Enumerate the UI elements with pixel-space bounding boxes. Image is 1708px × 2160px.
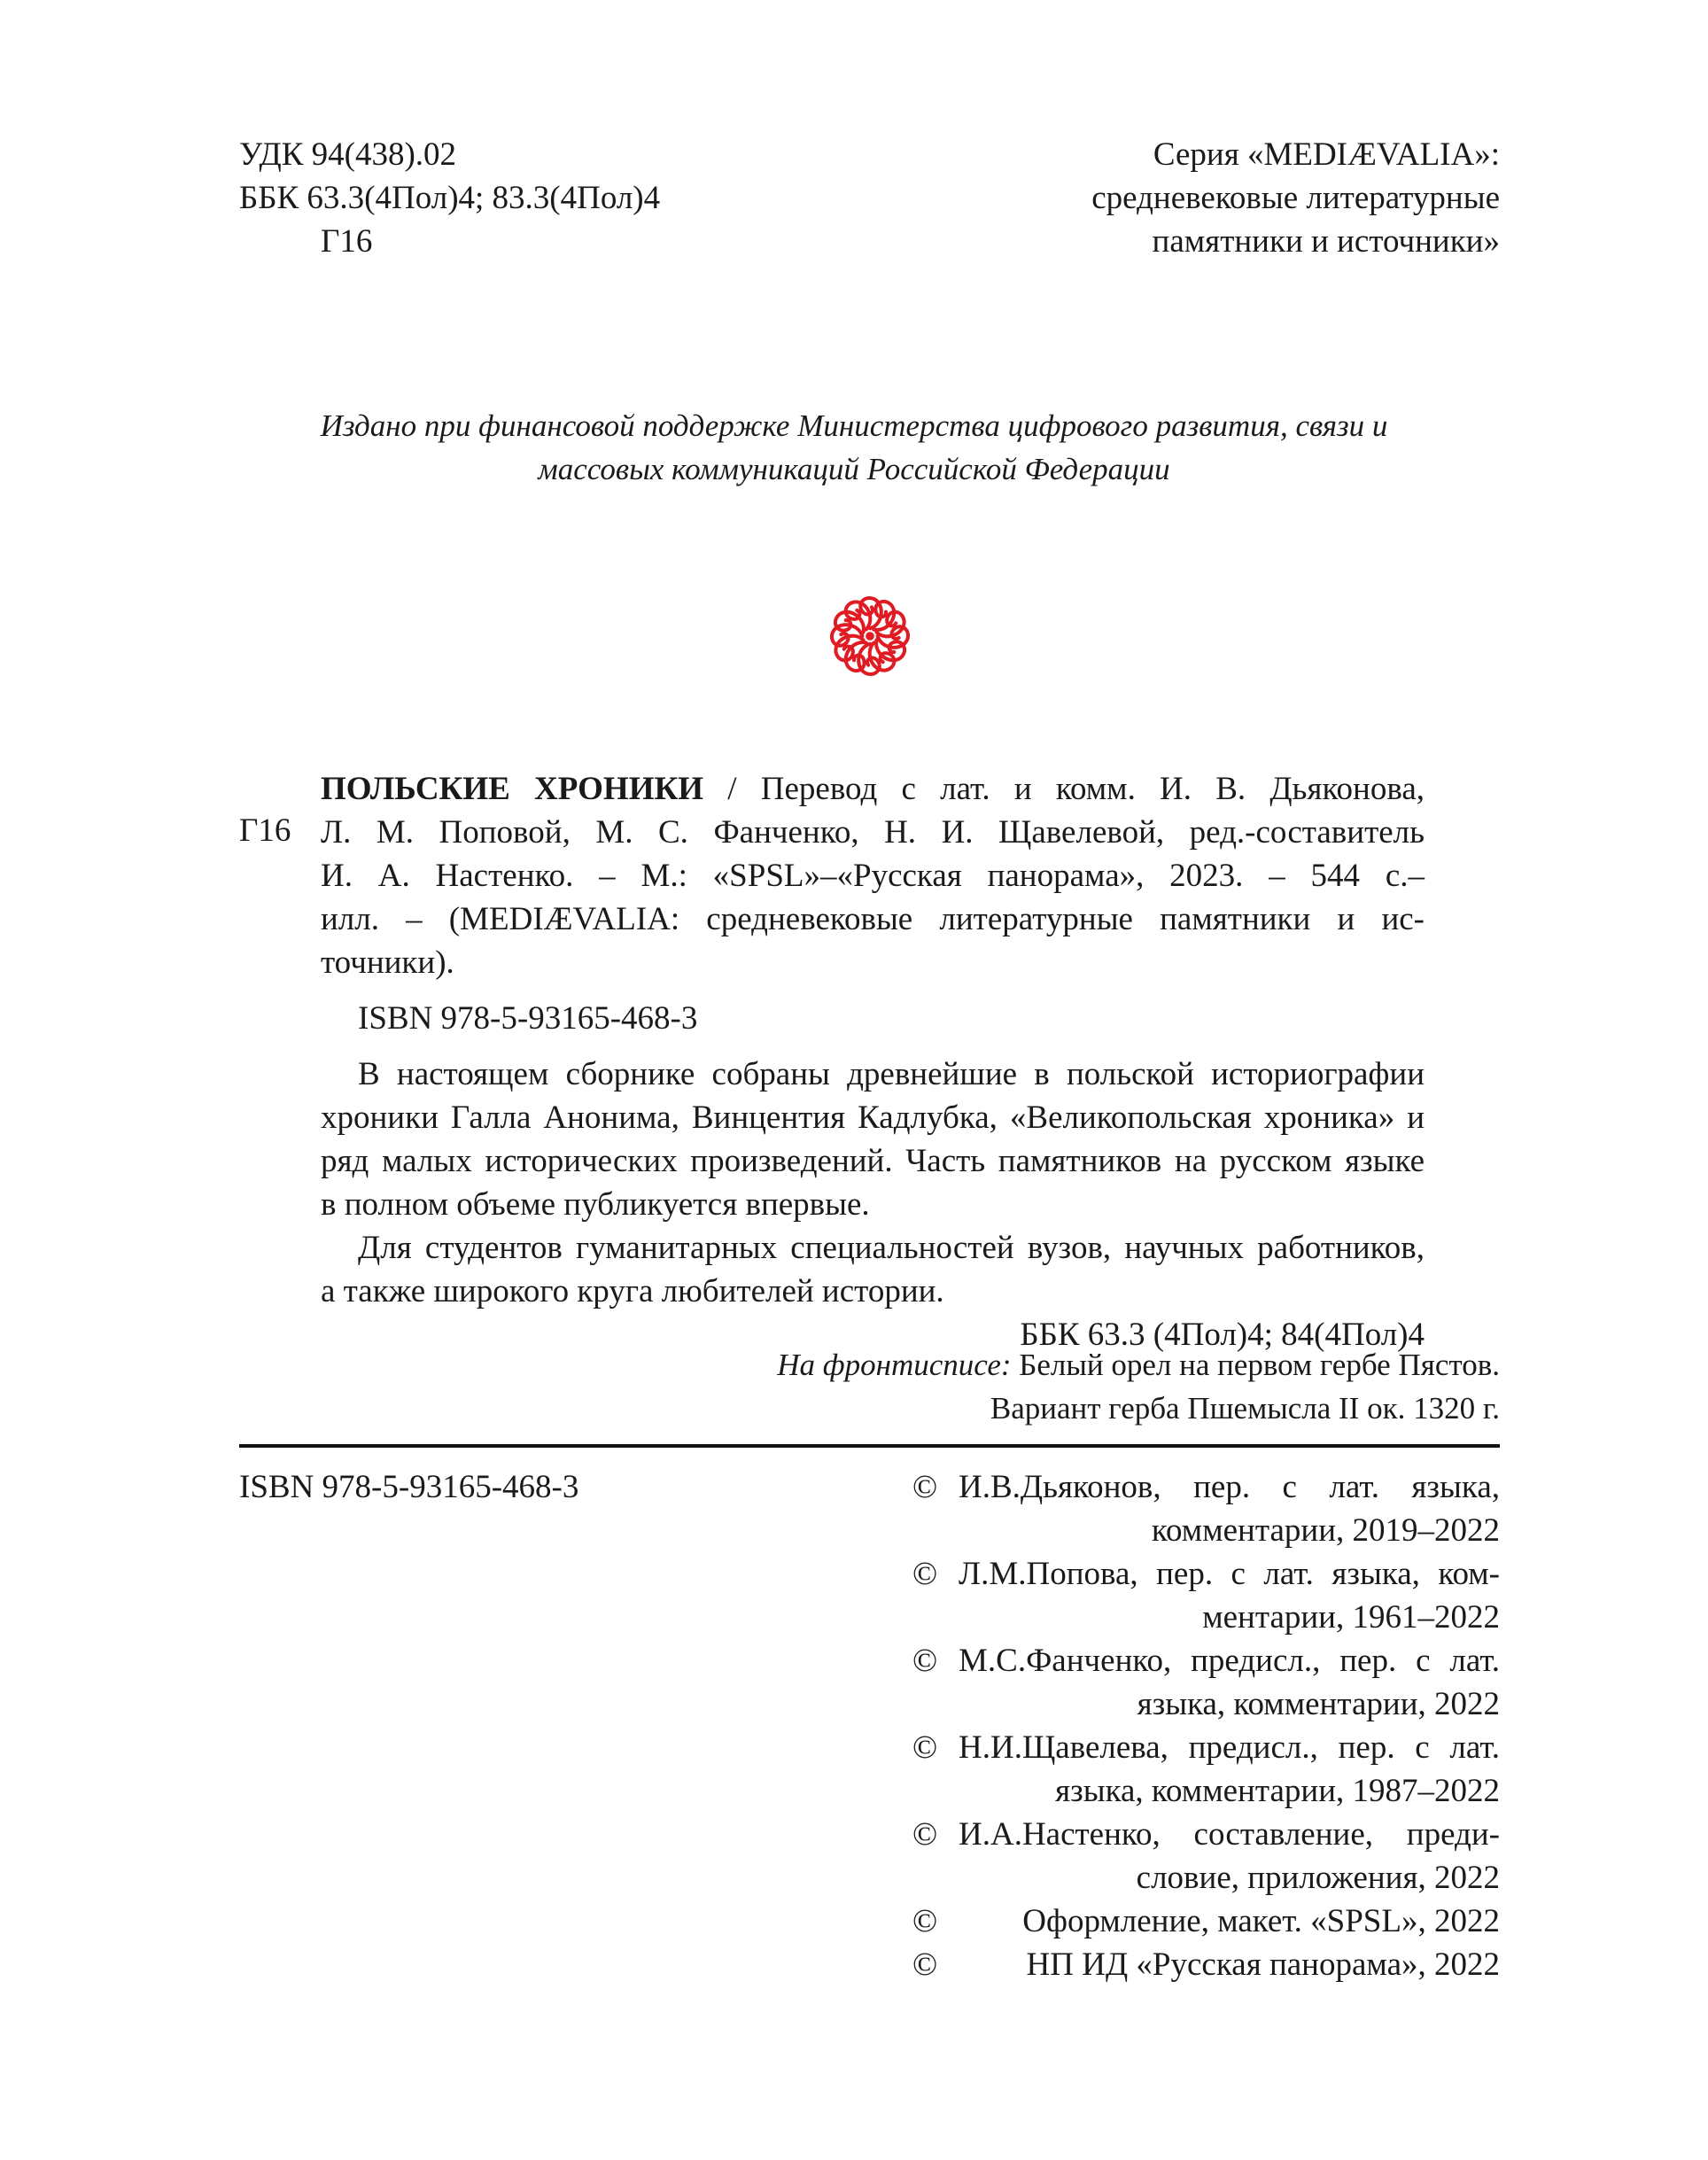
copyright-item (912, 1552, 1500, 1639)
copyright-icon: © (912, 1903, 938, 1939)
copyright-item (912, 1943, 1500, 1986)
audience-line: а также широкого круга любителей истории. (321, 1273, 944, 1309)
series-line: средневековые литературные (1091, 180, 1500, 216)
isbn: ISBN 978-5-93165-468-3 (358, 1000, 698, 1037)
copyright-item (912, 1813, 1500, 1900)
annotation-line: ряд малых исторических произведений. Часть памятников на русском языке (321, 1143, 1425, 1179)
frontispiece-line: Вариант герба Пшемысла II ок. 1320 г. (990, 1391, 1500, 1426)
copyright-item (912, 1639, 1500, 1726)
copyright-line: Оформление, макет. «SPSL», 2022 (1022, 1903, 1500, 1939)
funding-note-line: Издано при финансовой поддержке Министерства цифрового развития, связи и (320, 408, 1388, 443)
catalog-line: точники). (321, 944, 454, 981)
copyright-line: И.В.Дьяконов, пер. с лат. языка, (959, 1469, 1500, 1505)
annotation (321, 1053, 1425, 1313)
isbn-bottom: ISBN 978-5-93165-468-3 (239, 1469, 579, 1505)
series-title (1091, 133, 1500, 263)
classification-codes (239, 133, 660, 263)
audience-line: Для студентов гуманитарных специальностей вузов, научных работников, (358, 1230, 1425, 1266)
frontispiece-line (777, 1343, 1500, 1387)
copyright-line: НП ИД «Русская панорама», 2022 (1026, 1946, 1500, 1983)
copyright-item (912, 1726, 1500, 1813)
copyright-icon: © (912, 1643, 938, 1679)
series-line: Серия «MEDIÆVALIA»: (1153, 136, 1500, 173)
copyright-icon: © (912, 1729, 938, 1766)
copyright-icon: © (912, 1469, 938, 1505)
book-title: ПОЛЬСКИЕ ХРОНИКИ (321, 771, 704, 807)
catalog-line: илл. – (MEDIÆVALIA: средневековые литературные памятники и ис- (321, 901, 1425, 937)
copyright-icon: © (912, 1816, 938, 1853)
copyright-line: языка, комментарии, 1987–2022 (1055, 1773, 1500, 1809)
funding-note (0, 404, 1708, 491)
rosette-ornament-icon (827, 594, 912, 679)
annotation-line: В настоящем сборнике собраны древнейшие в польской историографии (358, 1056, 1425, 1092)
series-line: памятники и источники» (1152, 223, 1500, 260)
copyright-line: И.А.Настенко, составление, преди- (959, 1816, 1500, 1853)
copyright-list (912, 1465, 1500, 1986)
rosette-center (866, 632, 874, 641)
copyright-line: комментарии, 2019–2022 (1151, 1512, 1500, 1549)
copyright-line: ментарии, 1961–2022 (1202, 1599, 1500, 1636)
frontispiece-note (777, 1343, 1500, 1430)
frontispiece-label: На фронтисписе: (777, 1348, 1012, 1382)
copyright-line: языка, комментарии, 2022 (1137, 1686, 1500, 1722)
divider (239, 1444, 1500, 1448)
bbk-index: ББК 63.3 (4Пол)4; 84(4Пол)4 (1020, 1317, 1425, 1353)
bbk-code: ББК 63.3(4Пол)4; 83.3(4Пол)4 (239, 180, 661, 216)
catalog-code: Г16 (239, 812, 291, 849)
copyright-item (912, 1465, 1500, 1552)
annotation-line: в полном объеме публикуется впервые. (321, 1186, 870, 1223)
author-mark: Г16 (321, 223, 373, 260)
copyright-line: словие, приложения, 2022 (1136, 1860, 1500, 1896)
frontispiece-text: Белый орел на первом гербе Пястов. (1011, 1348, 1500, 1382)
annotation-line: хроники Галла Анонима, Винцентия Кадлубка, «Великопольская хроника» и (321, 1099, 1425, 1136)
catalog-line (321, 767, 1425, 811)
copyright-icon: © (912, 1556, 938, 1592)
catalog-text: / Перевод с лат. и комм. И. В. Дьяконова, (703, 771, 1425, 807)
copyright-item (912, 1900, 1500, 1943)
copyright-line: Л.М.Попова, пер. с лат. языка, ком- (959, 1556, 1500, 1592)
catalog-line: И. А. Настенко. – М.: «SPSL»–«Русская панорама», 2023. – 544 с.– (321, 858, 1425, 894)
udk-code: УДК 94(438).02 (239, 136, 457, 173)
catalog-line: Л. М. Поповой, М. С. Фанченко, Н. И. Щавелевой, ред.-составитель (321, 814, 1425, 851)
copyright-line: Н.И.Щавелева, предисл., пер. с лат. (959, 1729, 1500, 1766)
catalog-card (321, 767, 1425, 1356)
copyright-icon: © (912, 1946, 938, 1983)
copyright-line: М.С.Фанченко, предисл., пер. с лат. (959, 1643, 1500, 1679)
funding-note-line: массовых коммуникаций Российской Федерации (538, 452, 1170, 486)
